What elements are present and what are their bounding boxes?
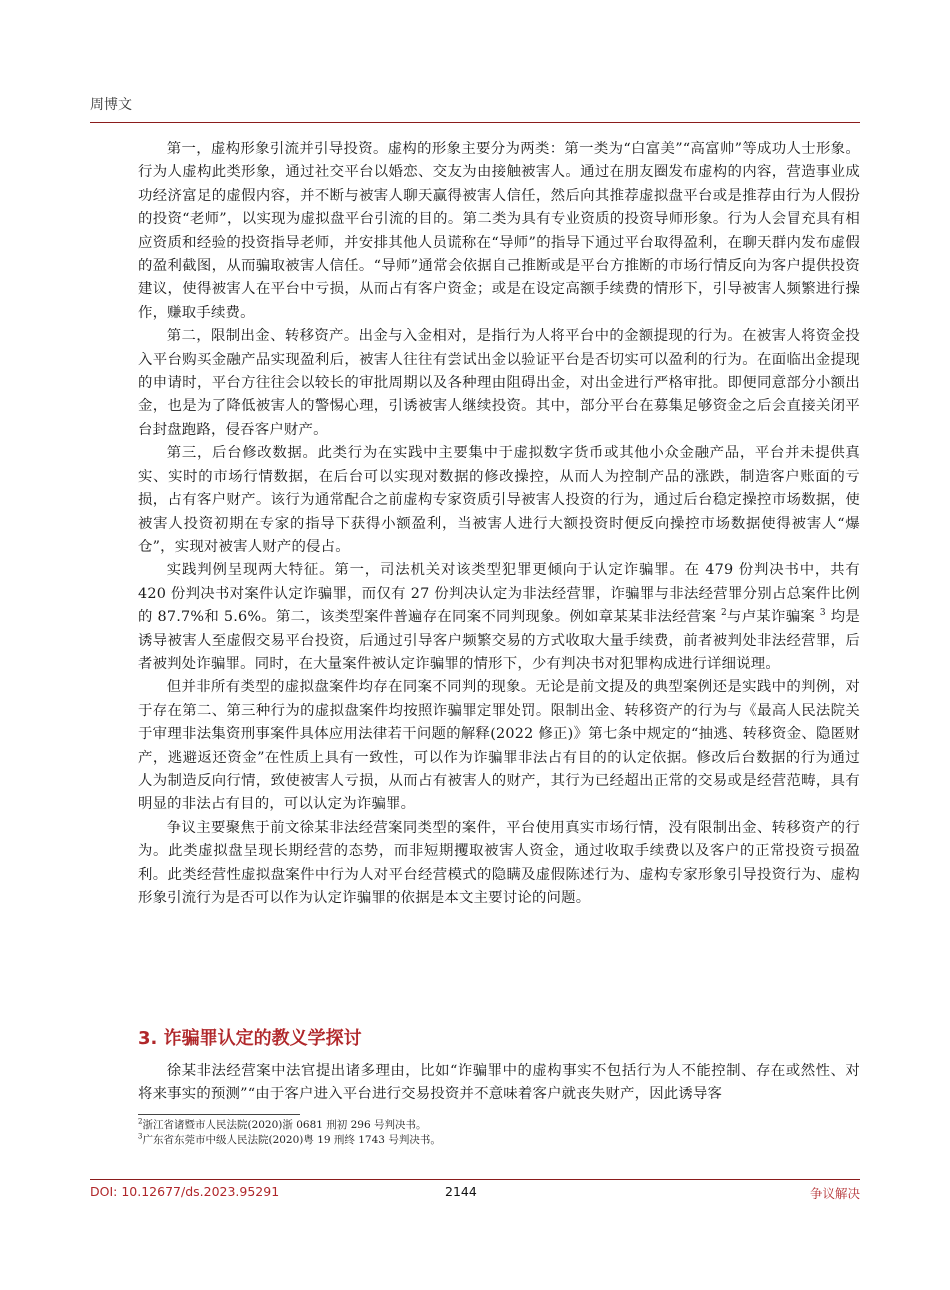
journal-name: 争议解决 (809, 1186, 860, 1201)
paragraph-with-footnote-refs (138, 559, 860, 676)
paragraph: 第二，限制出金、转移资产。出金与入金相对，是指行为人将平台中的金额提现的行为。在被害人将资金投入平台购买金融产品实现盈利后，被害人往往有尝试出金以验证平台是否切实可以盈利的行为。在面临出金提现的申请时，平台方往往会以较长的审批周期以及各种理由阻碍出金，对出金进行严格审批。即便同意部分小额出金，也是为了降低被害人的警惕心理，引诱被害人继续投资。其中，部分平台在募集足够资金之后会直接关闭平台封盘跑路，侵吞客户财产。 (138, 328, 860, 438)
footnote-rule (138, 1114, 300, 1115)
section-heading: 3. 诈骗罪认定的教义学探讨 (138, 1028, 362, 1049)
text-run: 均是诱导被害人至虚假交易平台投资，后通过引导客户频繁交易的方式收取大量手续费，前者被判处非法经营罪，后者被判处诈骗罪。同时，在大量案件被认定诈骗罪的情形下，少有判决书对犯罪构成进行详细说理。 (138, 609, 860, 672)
text-run: 实践判例呈现两大特征。第一，司法机关对该类型犯罪更倾向于认定诈骗罪。在 479 份判决书中，共有 420 份判决书对案件认定诈骗罪，而仅有 27 份判决认定为非法经营罪，诈骗罪与非法经营罪分别占总案件比例的 87.7%和 5.6%。第二，该类型案件普遍存在同案不同判现象。例如章某某非法经营案 (138, 562, 860, 626)
paragraph: 但并非所有类型的虚拟盘案件均存在同案不同判的现象。无论是前文提及的典型案例还是实践中的判例，对于存在第二、第三种行为的虚拟盘案件均按照诈骗罪定罪处罚。限制出金、转移资产的行为与《最高人民法院关于审理非法集资刑事案件具体应用法律若干问题的解释(2022 修正)》第七条中规定的“抽逃、转移资金、隐匿财产，逃避返还资金”在性质上具有一致性，可以作为诈骗罪非法占有目的的认定依据。修改后台数据的行为通过人为制造反向行情，致使被害人亏损，从而占有被害人的财产，其行为已经超出正常的交易或是经营范畴，具有明显的非法占有目的，可以认定为诈骗罪。 (138, 679, 860, 813)
footnote (138, 1118, 860, 1133)
paragraph: 徐某非法经营案中法官提出诸多理由，比如“诈骗罪中的虚构事实不包括行为人不能控制、存在或然性、对将来事实的预测”“由于客户进入平台进行交易投资并不意味着客户就丧失财产，因此诱导客 (138, 1063, 860, 1103)
paragraph: 第一，虚构形象引流并引导投资。虚构的形象主要分为两类：第一类为“白富美”“高富帅”等成功人士形象。行为人虚构此类形象，通过社交平台以婚恋、交友为由接触被害人。通过在朋友圈发布虚构的内容，营造事业成功经济富足的虚假内容，并不断与被害人聊天赢得被害人信任，然后向其推荐虚拟盘平台或是推荐由行为人假扮的投资“老师”，以实现为虚拟盘平台引流的目的。第二类为具有专业资质的投资导师形象。行为人会冒充具有相应资质和经验的投资指导老师，并安排其他人员谎称在“导师”的指导下通过平台取得盈利，在聊天群内发布虚假的盈利截图，从而骗取被害人信任。“导师”通常会依据自己推断或是平台方推断的市场行情反向为客户提供投资建议，使得被害人在平台中亏损，从而占有客户资金；或是在设定高额手续费的情形下，引导被害人频繁进行操作，赚取手续费。 (138, 141, 860, 321)
footnote-text: 浙江省诸暨市人民法院(2020)浙 0681 刑初 296 号判决书。 (142, 1119, 427, 1131)
header-rule (90, 122, 860, 123)
footnote-ref[interactable]: 2 (721, 608, 727, 619)
page-number: 2144 (445, 1184, 477, 1199)
body-text (138, 138, 860, 910)
footnote-ref[interactable]: 3 (819, 608, 826, 619)
footnote-mark: 3 (138, 1132, 143, 1141)
footnote (138, 1133, 860, 1148)
footer-rule (90, 1179, 860, 1180)
paragraph: 第三，后台修改数据。此类行为在实践中主要集中于虚拟数字货币或其他小众金融产品，平台并未提供真实、实时的市场行情数据，在后台可以实现对数据的修改操控，从而人为控制产品的涨跌，制造客户账面的亏损，占有客户财产。该行为通常配合之前虚构专家资质引导被害人投资的行为，通过后台稳定操控市场数据，使被害人投资初期在专家的指导下获得小额盈利，当被害人进行大额投资时便反向操控市场数据使得被害人“爆仓”，实现对被害人财产的侵占。 (138, 445, 860, 555)
footnote-mark: 2 (138, 1117, 143, 1126)
doi-link[interactable]: DOI: 10.12677/ds.2023.95291 (90, 1184, 280, 1199)
footnotes (138, 1118, 860, 1148)
section-body (138, 1060, 860, 1107)
header-author: 周博文 (90, 97, 132, 113)
paragraph: 争议主要聚焦于前文徐某非法经营案同类型的案件，平台使用真实市场行情，没有限制出金、转移资产的行为。此类虚拟盘呈现长期经营的态势，而非短期攫取被害人资金，通过收取手续费以及客户的正常投资亏损盈利。此类经营性虚拟盘案件中行为人对平台经营模式的隐瞒及虚假陈述行为、虚构专家形象引导投资行为、虚构形象引流行为是否可以作为认定诈骗罪的依据是本文主要讨论的问题。 (138, 819, 860, 906)
text-run: 与卢某诈骗案 (726, 609, 820, 626)
footnote-text: 广东省东莞市中级人民法院(2020)粤 19 刑终 1743 号判决书。 (142, 1134, 441, 1146)
